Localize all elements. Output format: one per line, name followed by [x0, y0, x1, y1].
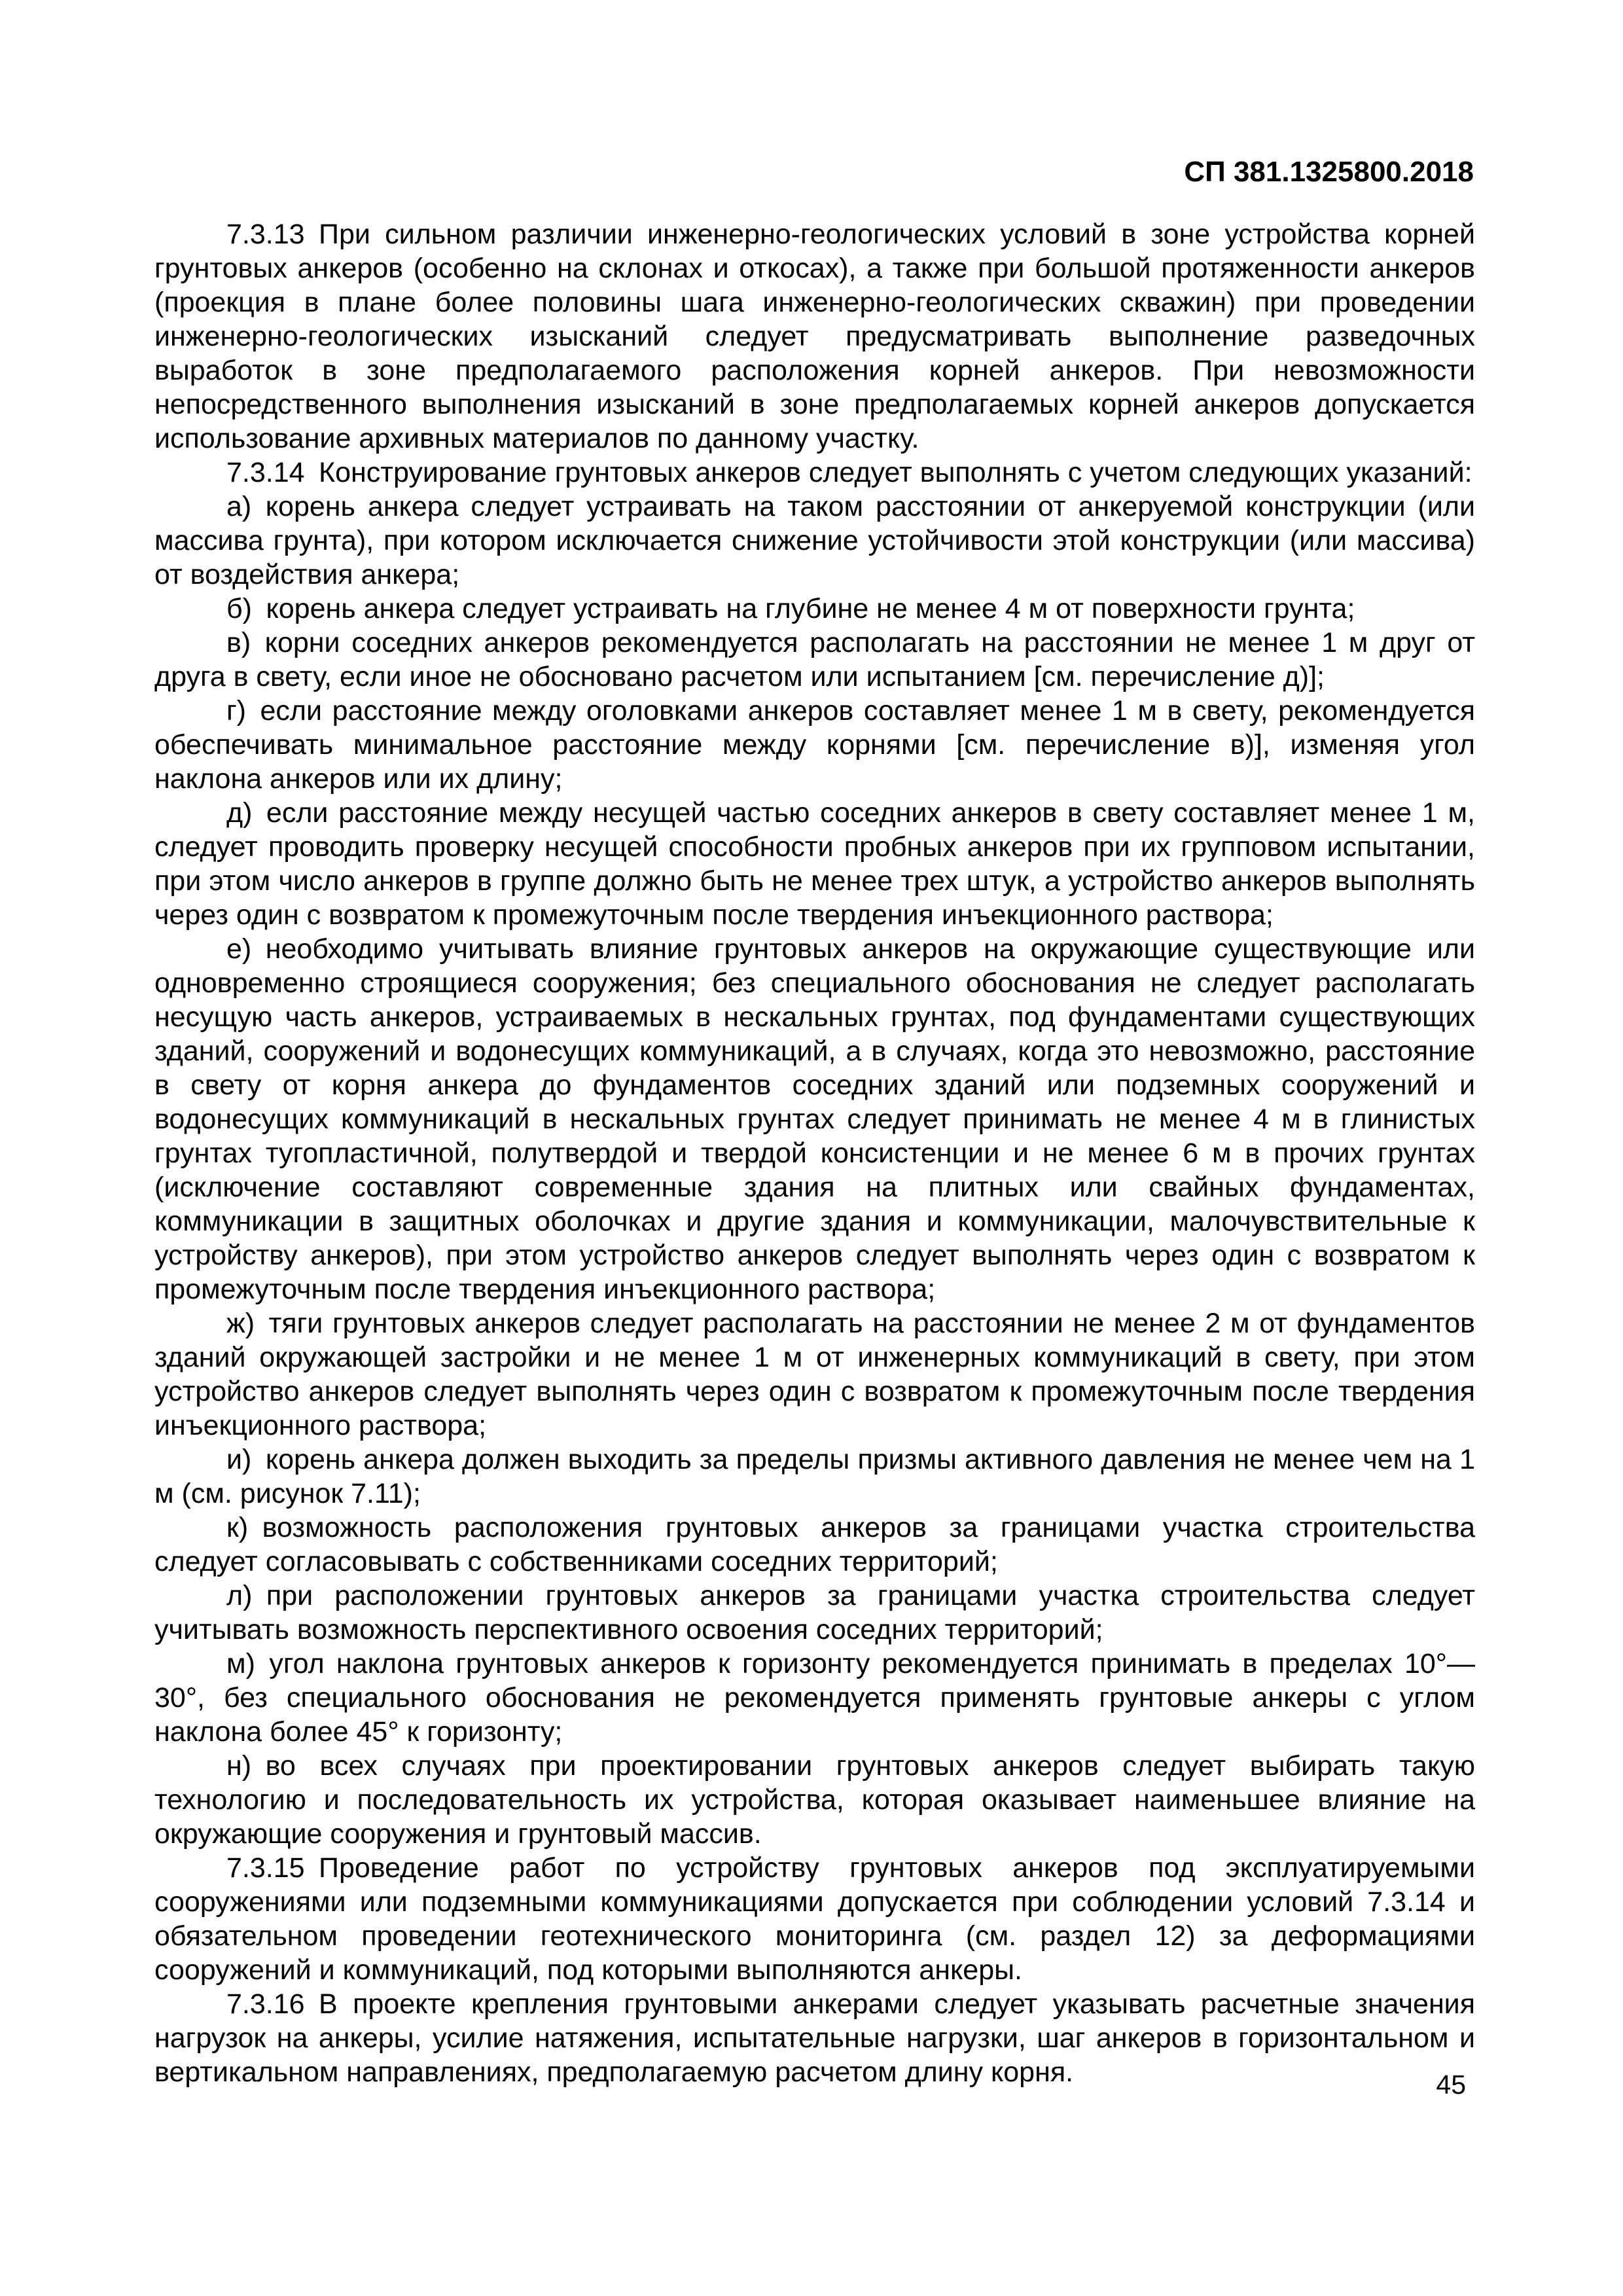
- page-number: 45: [1436, 2070, 1466, 2100]
- clause-b: б) корень анкера следует устраивать на глубине не менее 4 м от поверхности грунта;: [226, 593, 1355, 624]
- document-body: [154, 217, 1475, 2089]
- clause-e: е) необходимо учитывать влияние грунтовых анкеров на окружающие существующие или одновременно строящиеся сооружения; без специального обоснования не следует располагать несущую часть анкеров, устраиваемых в нескальных грунтах, под фундаментами существующих зданий, сооружений и водонесущих коммуникаций, а в случаях, когда это невозможно, расстояние в свету от корня анкера до фундаментов соседних зданий или подземных сооружений и водонесущих коммуникаций в нескальных грунтах следует принимать не менее 4 м в глинистых грунтах тугопластичной, полутвердой и твердой консистенции и не менее 6 м в прочих грунтах (исключение составляют современные здания на плитных или свайных фундаментах, коммуникации в защитных оболочках и другие здания и коммуникации, малочувствительные к устройству анкеров), при этом устройство анкеров следует выполнять через один с возвратом к промежуточным после твердения инъекционного раствора;: [154, 933, 1475, 1305]
- document-code-header: СП 381.1325800.2018: [1184, 156, 1474, 188]
- clause-n: н) во всех случаях при проектировании грунтовых анкеров следует выбирать такую технологию и последовательность их устройства, которая оказывает наименьшее влияние на окружающие сооружения и грунтовый массив.: [154, 1750, 1475, 1850]
- paragraph-7-3-15: 7.3.15 Проведение работ по устройству грунтовых анкеров под эксплуатируемыми сооружениями или подземными коммуникациями допускается при соблюдении условий 7.3.14 и обязательном проведении геотехнического мониторинга (см. раздел 12) за деформациями сооружений и коммуникаций, под которыми выполняются анкеры.: [154, 1852, 1475, 1986]
- paragraph-7-3-13: 7.3.13 При сильном различии инженерно-геологических условий в зоне устройства корней грунтовых анкеров (особенно на склонах и откосах), а также при большой протяженности анкеров (проекция в плане более половины шага инженерно-геологических скважин) при проведении инженерно-геологических изысканий следует предусматривать выполнение разведочных выработок в зоне предполагаемого расположения корней анкеров. При невозможности непосредственного выполнения изысканий в зоне предполагаемых корней анкеров допускается использование архивных материалов по данному участку.: [154, 219, 1475, 454]
- clause-k: к) возможность расположения грунтовых анкеров за границами участка строительства следует согласовывать с собственниками соседних территорий;: [154, 1512, 1475, 1577]
- clause-v: в) корни соседних анкеров рекомендуется располагать на расстоянии не менее 1 м друг от друга в свету, если иное не обосновано расчетом или испытанием [см. перечисление д)];: [154, 627, 1475, 692]
- clause-l: л) при расположении грунтовых анкеров за границами участка строительства следует учитывать возможность перспективного освоения соседних территорий;: [154, 1580, 1475, 1645]
- clause-i: и) корень анкера должен выходить за пределы призмы активного давления не менее чем на 1 м (см. рисунок 7.11);: [154, 1444, 1475, 1509]
- clause-zh: ж) тяги грунтовых анкеров следует располагать на расстоянии не менее 2 м от фундаментов зданий окружающей застройки и не менее 1 м от инженерных коммуникаций в свету, при этом устройство анкеров следует выполнять через один с возвратом к промежуточным после твердения инъекционного раствора;: [154, 1308, 1475, 1441]
- clause-m: м) угол наклона грунтовых анкеров к горизонту рекомендуется принимать в пределах 10°—30°, без специального обоснования не рекомендуется применять грунтовые анкеры с углом наклона более 45° к горизонту;: [154, 1648, 1475, 1748]
- paragraph-7-3-14: 7.3.14 Конструирование грунтовых анкеров следует выполнять с учетом следующих указаний:: [226, 457, 1472, 488]
- clause-a: а) корень анкера следует устраивать на таком расстоянии от анкеруемой конструкции (или массива грунта), при котором исключается снижение устойчивости этой конструкции (или массива) от воздействия анкера;: [154, 491, 1475, 590]
- clause-g: г) если расстояние между оголовками анкеров составляет менее 1 м в свету, рекомендуется обеспечивать минимальное расстояние между корнями [см. перечисление в)], изменяя угол наклона анкеров или их длину;: [154, 695, 1475, 795]
- clause-d: д) если расстояние между несущей частью соседних анкеров в свету составляет менее 1 м, следует проводить проверку несущей способности пробных анкеров при их групповом испытании, при этом число анкеров в группе должно быть не менее трех штук, а устройство анкеров выполнять через один с возвратом к промежуточным после твердения инъекционного раствора;: [154, 797, 1475, 931]
- paragraph-7-3-16: 7.3.16 В проекте крепления грунтовыми анкерами следует указывать расчетные значения нагрузок на анкеры, усилие натяжения, испытательные нагрузки, шаг анкеров в горизонтальном и вертикальном направлениях, предполагаемую расчетом длину корня.: [154, 1988, 1475, 2088]
